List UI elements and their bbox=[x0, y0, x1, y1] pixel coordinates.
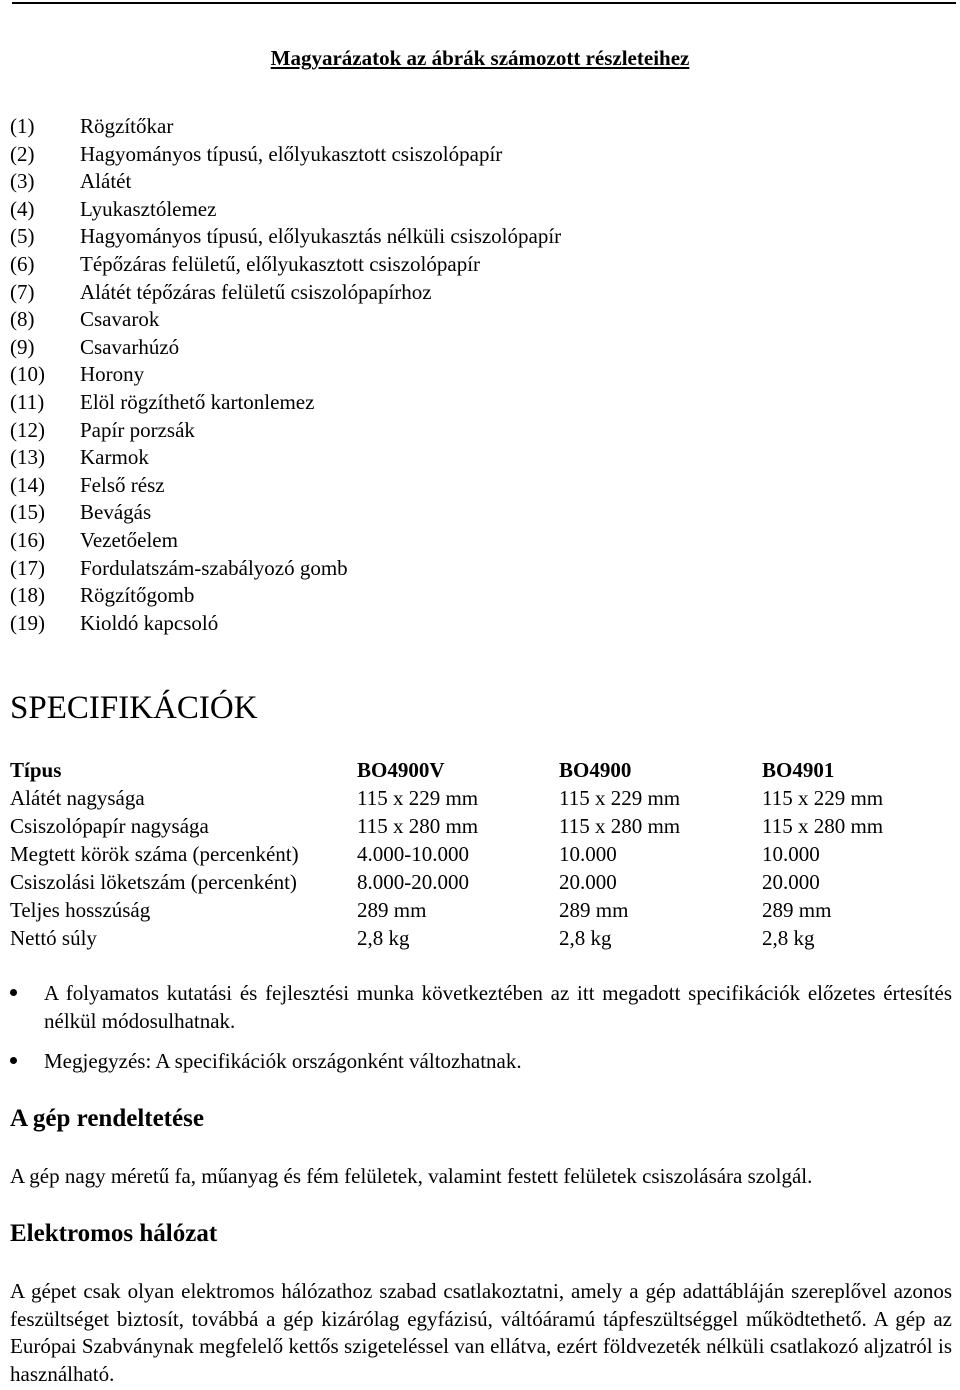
part-number: (17) bbox=[10, 555, 45, 580]
table-cell: 115 x 229 mm bbox=[559, 786, 681, 810]
table-cell: 10.000 bbox=[559, 842, 617, 866]
part-number: (2) bbox=[10, 141, 35, 166]
part-label: Fordulatszám-szabályozó gomb bbox=[80, 555, 348, 580]
note-text: Megjegyzés: A specifikációk országonként változhatnak. bbox=[44, 1049, 522, 1073]
table-header-cell: BO4900 bbox=[559, 758, 632, 782]
part-label: Alátét tépőzáras felületű csiszolópapírhoz bbox=[80, 279, 432, 304]
note-item bbox=[10, 979, 952, 1035]
list-item bbox=[10, 471, 561, 499]
table-header-cell: BO4900V bbox=[357, 758, 445, 782]
part-label: Horony bbox=[80, 362, 145, 387]
list-item bbox=[10, 388, 561, 416]
part-number: (5) bbox=[10, 224, 35, 249]
purpose-text: A gép nagy méretű fa, műanyag és fém felületek, valamint festett felületek csiszolására szolgál. bbox=[10, 1164, 813, 1188]
spec-heading: SPECIFIKÁCIÓK bbox=[10, 690, 258, 726]
table-header-row bbox=[10, 756, 952, 784]
note-item bbox=[10, 1047, 952, 1075]
spec-notes bbox=[10, 979, 952, 1075]
table-cell: 8.000-20.000 bbox=[357, 870, 469, 894]
part-label: Hagyományos típusú, előlyukasztás nélküli csiszolópapír bbox=[80, 224, 562, 249]
part-label: Felső rész bbox=[80, 472, 165, 497]
page-title: Magyarázatok az ábrák számozott részleteihez bbox=[270, 46, 690, 71]
part-number: (8) bbox=[10, 307, 35, 332]
table-cell: 115 x 229 mm bbox=[762, 786, 884, 810]
list-item bbox=[10, 195, 561, 223]
part-label: Kioldó kapcsoló bbox=[80, 610, 219, 635]
part-number: (10) bbox=[10, 362, 45, 387]
part-label: Csavarok bbox=[80, 307, 160, 332]
part-label: Lyukasztólemez bbox=[80, 196, 217, 221]
table-cell: Csiszolási löketszám (percenként) bbox=[10, 870, 297, 894]
table-cell: 115 x 280 mm bbox=[357, 814, 479, 838]
table-cell: 20.000 bbox=[762, 870, 820, 894]
table-cell: 289 mm bbox=[559, 898, 629, 922]
list-item bbox=[10, 526, 561, 554]
table-cell: Alátét nagysága bbox=[10, 786, 145, 810]
table-cell: 2,8 kg bbox=[357, 926, 410, 950]
part-label: Elöl rögzíthető kartonlemez bbox=[80, 389, 315, 414]
list-item bbox=[10, 305, 561, 333]
table-cell: 115 x 229 mm bbox=[357, 786, 479, 810]
part-number: (18) bbox=[10, 583, 45, 608]
part-label: Papír porzsák bbox=[80, 417, 195, 442]
part-label: Karmok bbox=[80, 445, 149, 470]
table-cell: Nettó súly bbox=[10, 926, 97, 950]
part-number: (19) bbox=[10, 610, 45, 635]
list-item bbox=[10, 112, 561, 140]
list-item bbox=[10, 581, 561, 609]
power-title: Elektromos hálózat bbox=[10, 1220, 218, 1247]
table-cell: 4.000-10.000 bbox=[357, 842, 469, 866]
part-number: (12) bbox=[10, 417, 45, 442]
part-number: (3) bbox=[10, 169, 35, 194]
table-header-cell: Típus bbox=[10, 758, 62, 782]
table-row bbox=[10, 840, 952, 868]
part-number: (6) bbox=[10, 251, 35, 276]
list-item bbox=[10, 333, 561, 361]
bullet-icon bbox=[10, 1057, 17, 1064]
list-item bbox=[10, 250, 561, 278]
table-header-cell: BO4901 bbox=[762, 758, 835, 782]
list-item bbox=[10, 222, 561, 250]
part-label: Bevágás bbox=[80, 500, 152, 525]
bullet-icon bbox=[10, 989, 17, 996]
table-row bbox=[10, 784, 952, 812]
part-number: (9) bbox=[10, 334, 35, 359]
power-text: A gépet csak olyan elektromos hálózathoz szabad csatlakoztatni, amely a gép adattábláján szereplővel azonos feszültséget biztosít, továbbá a gép kizárólag egyfázisú, váltóáramú tápfeszültséggel működtethető. A gép az Európai Szabványnak megfelelő kettős szigeteléssel van ellátva, ezért földvezeték nélküli csatlakozó aljzatról is használható. bbox=[10, 1279, 952, 1386]
part-number: (14) bbox=[10, 472, 45, 497]
part-number: (4) bbox=[10, 196, 35, 221]
list-item bbox=[10, 278, 561, 306]
part-label: Hagyományos típusú, előlyukasztott csiszolópapír bbox=[80, 141, 503, 166]
part-label: Rögzítőgomb bbox=[80, 583, 195, 608]
list-item bbox=[10, 360, 561, 388]
table-row bbox=[10, 896, 952, 924]
part-number: (13) bbox=[10, 445, 45, 470]
purpose-title: A gép rendeltetése bbox=[10, 1105, 204, 1132]
part-label: Vezetőelem bbox=[80, 527, 178, 552]
table-row bbox=[10, 812, 952, 840]
table-cell: 2,8 kg bbox=[559, 926, 612, 950]
list-item bbox=[10, 609, 561, 637]
list-item bbox=[10, 443, 561, 471]
part-label: Csavarhúzó bbox=[80, 334, 180, 359]
spec-table bbox=[10, 756, 952, 952]
table-cell: 115 x 280 mm bbox=[762, 814, 884, 838]
table-cell: Megtett körök száma (percenként) bbox=[10, 842, 299, 866]
part-label: Rögzítőkar bbox=[80, 114, 174, 138]
list-item bbox=[10, 140, 561, 168]
part-number: (16) bbox=[10, 527, 45, 552]
list-item bbox=[10, 554, 561, 582]
table-cell: 2,8 kg bbox=[762, 926, 815, 950]
part-number: (7) bbox=[10, 279, 35, 304]
table-row bbox=[10, 924, 952, 952]
part-label: Tépőzáras felületű, előlyukasztott csiszolópapír bbox=[80, 251, 481, 276]
table-cell: 289 mm bbox=[357, 898, 427, 922]
part-label: Alátét bbox=[80, 169, 132, 194]
part-number: (1) bbox=[10, 114, 35, 138]
top-rule bbox=[12, 2, 956, 4]
parts-list bbox=[10, 112, 561, 636]
table-cell: 115 x 280 mm bbox=[559, 814, 681, 838]
table-cell: Csiszolópapír nagysága bbox=[10, 814, 209, 838]
table-row bbox=[10, 868, 952, 896]
part-number: (15) bbox=[10, 500, 45, 525]
table-cell: 289 mm bbox=[762, 898, 832, 922]
table-cell: 20.000 bbox=[559, 870, 617, 894]
note-text: A folyamatos kutatási és fejlesztési munka következtében az itt megadott specifikációk előzetes értesítés nélkül módosulhatnak. bbox=[44, 981, 952, 1033]
table-cell: Teljes hosszúság bbox=[10, 898, 151, 922]
list-item bbox=[10, 167, 561, 195]
list-item bbox=[10, 498, 561, 526]
list-item bbox=[10, 416, 561, 444]
table-cell: 10.000 bbox=[762, 842, 820, 866]
part-number: (11) bbox=[10, 389, 45, 414]
